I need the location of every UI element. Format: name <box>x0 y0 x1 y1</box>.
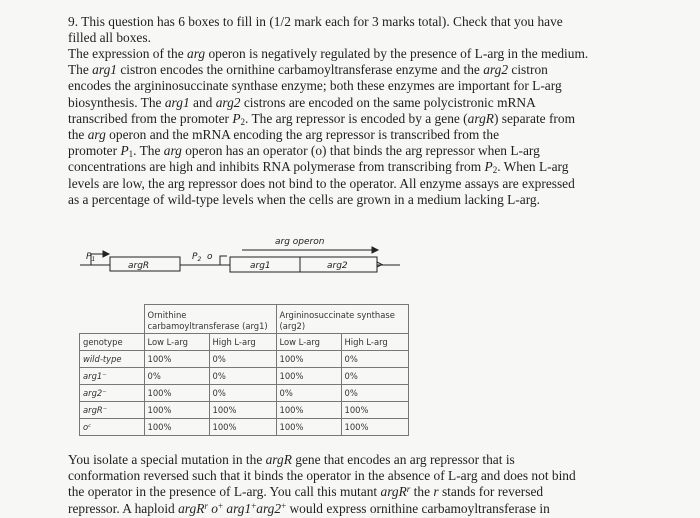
ornithine-header: Ornithine carbamoyltransferase (arg1) <box>144 305 276 334</box>
genotype-header: genotype <box>80 334 145 351</box>
arg1-label: arg1 <box>250 261 271 271</box>
operon-label: arg operon <box>275 237 325 247</box>
p2-promoter-arrow <box>220 256 227 265</box>
table-group-header-row <box>80 305 409 334</box>
orn-high-header: High L-arg <box>209 334 276 351</box>
para-line-8: concentrations are high and inhibits RNA polymerase from transcribing from $P_2$. When L-arg <box>68 159 569 176</box>
p2-label: $P_2$ <box>192 252 202 263</box>
para-line-4: biosynthesis. The arg1 and arg2 cistrons are encoded on the same polycistronic mRNA <box>68 94 536 110</box>
table-row: arg2⁻ 100% 0% 0% 0% <box>80 385 409 402</box>
para-line-10: as a percentage of wild-type levels when the cells are grown in a medium lacking L-arg. <box>68 191 540 207</box>
table-row: oᶜ 100% 100% 100% 100% <box>80 419 409 436</box>
orn-low-header: Low L-arg <box>144 334 209 351</box>
as-high-header: High L-arg <box>341 334 408 351</box>
intro-line-1: 9. This question has 6 boxes to fill in (1/2 mark each for 3 marks total). Check that you have <box>68 14 563 29</box>
bottom-line-2: conformation reversed such that it binds the operator in the absence of L-arg and does not bind <box>68 468 576 484</box>
operator-label: o <box>207 252 213 262</box>
enzyme-assay-table <box>79 304 409 436</box>
table-row: arg1⁻ 0% 0% 100% 0% <box>80 368 409 385</box>
bottom-line-4: repressor. A haploid argR$^r$ o+ arg1+arg2+ would express ornithine carbamoyltransferase in <box>68 500 550 516</box>
as-low-header: Low L-arg <box>276 334 341 351</box>
bottom-line-1: You isolate a special mutation in the argR gene that encodes an arg repressor that is <box>68 452 515 467</box>
p1-label: $P_1$ <box>86 252 96 263</box>
question-paragraph <box>68 46 658 208</box>
para-line-6: the arg operon and the mRNA encoding the arg repressor is transcribed from the <box>68 127 500 143</box>
argR-label: argR <box>128 261 150 271</box>
question-intro <box>68 14 658 46</box>
para-line-7: promoter $P_1$. The arg operon has an operator (o) that binds the arg repressor when L-arg <box>68 143 540 160</box>
para-line-3: encodes the argininosuccinate synthase enzyme; both these enzymes are important for L-arg <box>68 78 562 94</box>
bottom-line-3: the operator in the presence of L-arg. You call this mutant argR$^r$ the r stands for reversed <box>68 484 544 500</box>
table-row: wild-type 100% 0% 100% 0% <box>80 351 409 368</box>
arg2-label: arg2 <box>327 261 348 271</box>
para-line-5: transcribed from the promoter $P_2$. The arg repressor is encoded by a gene (argR) separate from <box>68 110 575 127</box>
argsucc-header: Argininosuccinate synthase (arg2) <box>276 305 408 334</box>
para-line-1: The expression of the arg operon is negatively regulated by the presence of L-arg in the medium. <box>68 46 589 61</box>
bottom-paragraph <box>68 452 658 517</box>
table-row: argR⁻ 100% 100% 100% 100% <box>80 402 409 419</box>
operon-diagram <box>80 232 400 282</box>
para-line-9: levels are low, the arg repressor does not bind to the operator. All enzyme assays are expressed <box>68 175 575 191</box>
para-line-2: The arg1 cistron encodes the ornithine carbamoyltransferase enzyme and the arg2 cistron <box>68 62 548 78</box>
table-column-header-row <box>80 334 409 351</box>
intro-line-2: filled all boxes. <box>68 30 151 46</box>
